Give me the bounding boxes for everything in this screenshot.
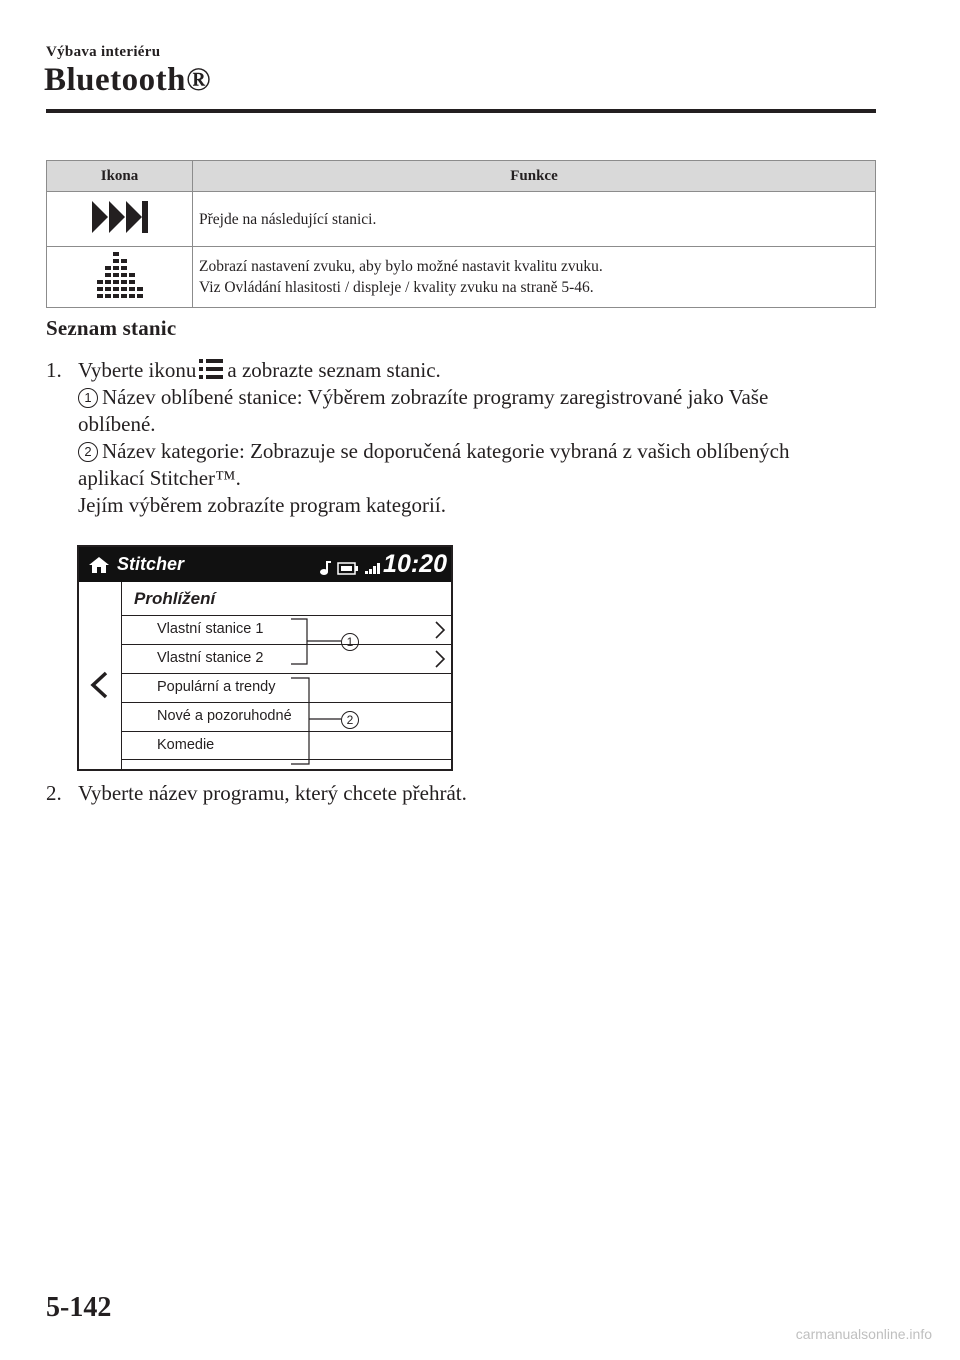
callout-number-1: 1 <box>341 633 359 651</box>
page-number: 5-142 <box>46 1292 112 1323</box>
row-description-ref: Viz Ovládání hlasitosti / displeje / kvality zvuku na straně 5-46. <box>199 279 594 296</box>
icon-table <box>46 160 876 308</box>
note-continuation: Jejím výběrem zobrazíte program kategorií. <box>78 493 446 517</box>
list-item[interactable]: Populární a trendy <box>122 673 451 703</box>
watermark: carmanualsonline.info <box>795 1326 932 1342</box>
section-label: Výbava interiéru <box>46 44 161 60</box>
callout-brackets <box>79 547 451 769</box>
page-title: Bluetooth® <box>44 62 212 98</box>
list-item[interactable]: Nové a pozoruhodné <box>122 702 451 732</box>
callout-number: 1 <box>78 388 98 408</box>
note-item: 1 Název oblíbené stanice: Výběrem zobrazíte programy zaregistrované jako Vaše <box>78 384 768 410</box>
note-item: 2 Název kategorie: Zobrazuje se doporučená kategorie vybraná z vašich oblíbených <box>78 438 789 464</box>
step-number: 2. <box>46 781 62 805</box>
section-heading: Seznam stanic <box>46 316 177 340</box>
list-item[interactable]: Vlastní stanice 2 <box>122 644 451 674</box>
col-header-function: Funkce <box>193 161 876 192</box>
list-item[interactable]: Vlastní stanice 1 <box>122 615 451 645</box>
col-header-icon: Ikona <box>47 161 193 192</box>
app-name: Stitcher <box>117 554 185 574</box>
callout-number-2: 2 <box>341 711 359 729</box>
list-icon <box>199 358 223 386</box>
table-row <box>47 247 876 308</box>
list-item[interactable]: Komedie <box>122 731 451 761</box>
step-number: 1. <box>46 358 62 382</box>
table-row <box>47 192 876 247</box>
step-text: Vyberte název programu, který chcete přehrát. <box>78 781 467 805</box>
step-text: Vyberte ikonu a zobrazte seznam stanic. <box>78 357 441 386</box>
stitcher-screen <box>77 545 453 771</box>
note-continuation: aplikací Stitcher™. <box>78 466 241 490</box>
callout-number: 2 <box>78 442 98 462</box>
note-continuation: oblíbené. <box>78 412 156 436</box>
row-description: Přejde na následující stanici. <box>199 210 377 228</box>
clock-time: 10:20 <box>383 550 447 578</box>
skip-next-icon <box>90 199 150 235</box>
title-rule <box>46 109 876 113</box>
screen-heading: Prohlížení <box>134 589 216 608</box>
row-description: Zobrazí nastavení zvuku, aby bylo možné nastavit kvalitu zvuku. <box>199 258 603 275</box>
equalizer-icon <box>92 250 148 300</box>
